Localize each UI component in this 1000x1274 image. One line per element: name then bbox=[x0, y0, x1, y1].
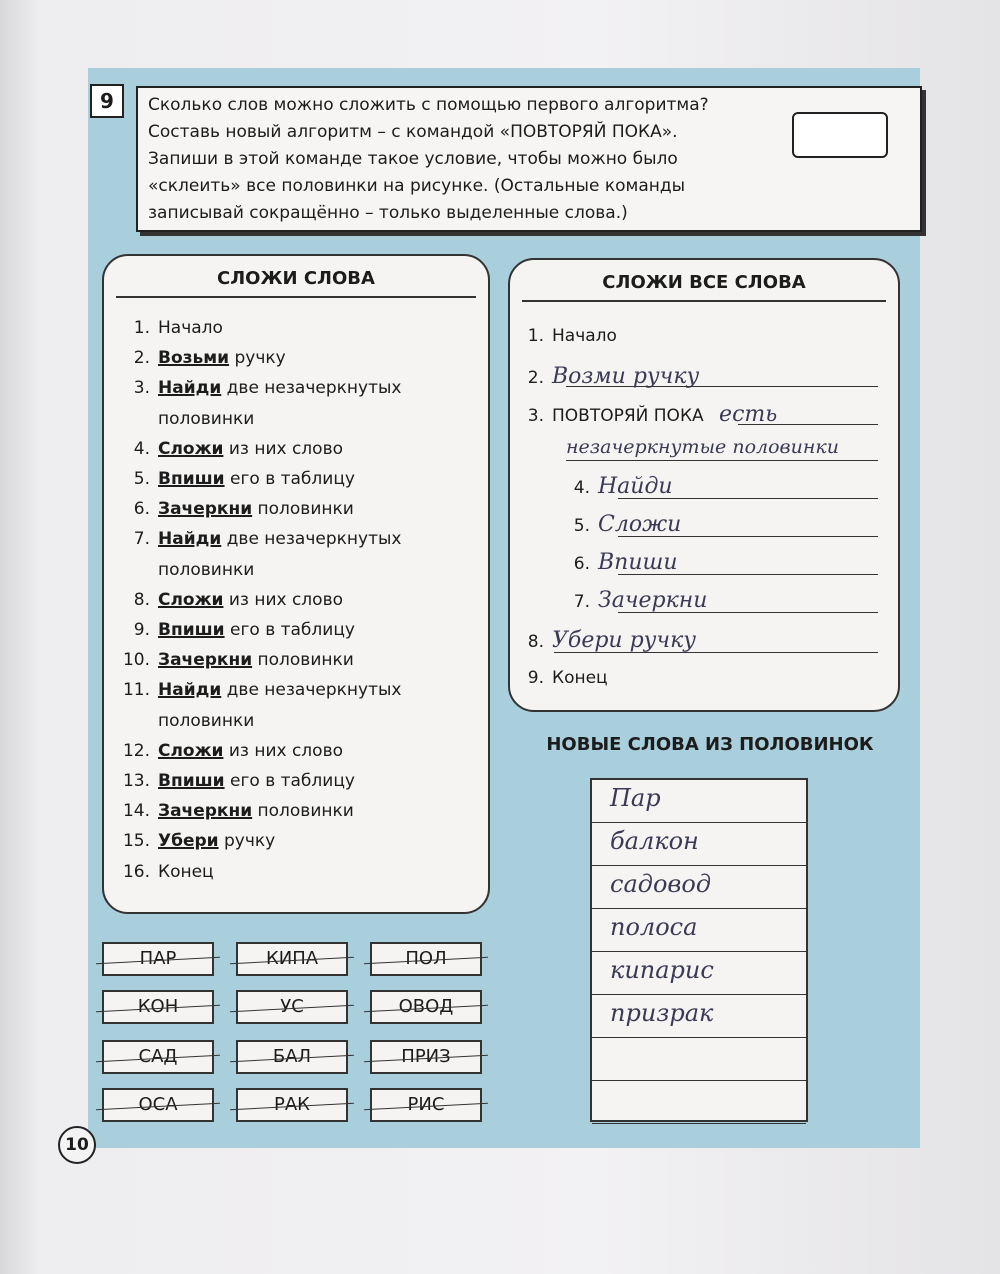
step-text: его в таблицу bbox=[224, 771, 355, 791]
algorithm-card-right bbox=[508, 258, 900, 712]
table-row[interactable] bbox=[592, 909, 806, 952]
step-keyword: Возьми bbox=[158, 348, 230, 369]
tile-label: РАК bbox=[274, 1094, 310, 1115]
step-row bbox=[110, 560, 254, 580]
step-keyword: Убери bbox=[158, 831, 219, 852]
step-keyword: Зачеркни bbox=[158, 650, 253, 671]
task-line: Запиши в этой команде такое условие, чтобы можно было bbox=[148, 149, 678, 169]
step-text: ручку bbox=[218, 831, 276, 852]
handwritten-condition-cont[interactable]: незачеркнутые половинки bbox=[566, 436, 839, 458]
step-number: 7. bbox=[133, 529, 150, 550]
task-number: 9 bbox=[90, 84, 124, 118]
step-row bbox=[110, 620, 355, 640]
word-half-tile[interactable] bbox=[236, 990, 348, 1024]
word-half-tile[interactable] bbox=[102, 1040, 214, 1074]
handwritten-answer[interactable]: Зачеркни bbox=[598, 588, 708, 613]
step-row bbox=[110, 650, 354, 670]
step-number: 7. bbox=[573, 592, 590, 612]
handwritten-condition[interactable]: есть bbox=[719, 402, 778, 427]
step-number: 14. bbox=[122, 801, 150, 822]
step-number: 6. bbox=[133, 499, 150, 520]
step-number: 5. bbox=[573, 516, 590, 536]
step-keyword: Сложи bbox=[158, 589, 224, 610]
step-number: 15. bbox=[122, 831, 150, 852]
step-text: две незачеркнутых bbox=[221, 529, 402, 550]
step-text: Конец bbox=[158, 861, 214, 882]
step-number: 13. bbox=[122, 771, 150, 791]
task-line: Сколько слов можно сложить с помощью первого алгоритма? bbox=[148, 95, 709, 115]
task-statement-box bbox=[136, 86, 922, 232]
word-half-tile[interactable] bbox=[370, 1040, 482, 1074]
handwritten-answer[interactable]: Найди bbox=[598, 474, 673, 499]
step-row bbox=[110, 499, 354, 519]
title-divider bbox=[116, 296, 476, 298]
step-text: ПОВТОРЯЙ ПОКА bbox=[552, 406, 704, 426]
new-words-table bbox=[590, 778, 808, 1122]
handwritten-word: призрак bbox=[610, 999, 714, 1027]
step-row bbox=[110, 348, 286, 368]
step-number: 6. bbox=[573, 554, 590, 574]
handwritten-answer[interactable]: Сложи bbox=[598, 512, 682, 537]
step-keyword: Сложи bbox=[158, 740, 224, 761]
table-row[interactable] bbox=[592, 866, 806, 909]
tile-label: КИПА bbox=[265, 948, 319, 969]
word-half-tile[interactable] bbox=[370, 942, 482, 976]
handwritten-word: Пар bbox=[610, 784, 661, 812]
step-row bbox=[110, 378, 401, 398]
step-8 bbox=[524, 628, 696, 653]
step-row bbox=[110, 439, 343, 459]
step-number: 2. bbox=[527, 368, 544, 388]
word-half-tile[interactable] bbox=[236, 1088, 348, 1122]
table-row[interactable] bbox=[592, 780, 806, 823]
word-half-tile[interactable] bbox=[102, 942, 214, 976]
answer-line bbox=[566, 386, 878, 387]
step-number: 10. bbox=[122, 650, 150, 671]
step-text: его в таблицу bbox=[224, 469, 355, 489]
step-text: половинки bbox=[158, 408, 255, 429]
tile-label: БАЛ bbox=[272, 1046, 312, 1067]
step-number: 3. bbox=[527, 406, 544, 426]
step-text: две незачеркнутых bbox=[221, 378, 402, 399]
handwritten-answer[interactable]: Убери ручку bbox=[552, 628, 697, 653]
task-line: записывай сокращённо – только выделенные слова.) bbox=[148, 203, 628, 223]
answer-line bbox=[618, 536, 878, 537]
task-line: Составь новый алгоритм – с командой «ПОВТОРЯЙ ПОКА». bbox=[148, 122, 678, 142]
step-number: 4. bbox=[573, 478, 590, 498]
task-text bbox=[148, 92, 773, 227]
answer-line bbox=[554, 652, 878, 653]
answer-line bbox=[618, 574, 878, 575]
step-text: половинки bbox=[158, 710, 255, 731]
answer-box[interactable] bbox=[792, 112, 888, 158]
step-keyword: Сложи bbox=[158, 438, 224, 459]
step-number: 5. bbox=[133, 469, 150, 489]
step-row bbox=[110, 741, 343, 761]
handwritten-answer[interactable]: Впиши bbox=[598, 550, 678, 575]
step-7 bbox=[570, 588, 707, 613]
step-row bbox=[110, 680, 401, 700]
step-text: Начало bbox=[552, 326, 617, 346]
card-title: СЛОЖИ ВСЕ СЛОВА bbox=[602, 272, 806, 293]
step-number: 4. bbox=[133, 438, 150, 459]
tile-label: ОСА bbox=[138, 1094, 178, 1115]
step-text: половинки bbox=[252, 650, 354, 671]
word-half-tile[interactable] bbox=[102, 1088, 214, 1122]
handwritten-word: кипарис bbox=[610, 956, 714, 984]
tile-label: ПРИЗ bbox=[401, 1046, 451, 1067]
title-divider bbox=[522, 300, 886, 302]
tile-label: ПОЛ bbox=[405, 948, 447, 969]
new-words-title: НОВЫЕ СЛОВА ИЗ ПОЛОВИНОК bbox=[546, 734, 874, 755]
table-row[interactable] bbox=[592, 823, 806, 866]
algorithm-card-left bbox=[102, 254, 490, 914]
word-half-tile[interactable] bbox=[236, 942, 348, 976]
tile-label: ПАР bbox=[139, 948, 177, 969]
step-text: из них слово bbox=[223, 740, 343, 761]
handwritten-word: садовод bbox=[610, 870, 712, 898]
step-number: 12. bbox=[122, 740, 150, 761]
step-row bbox=[110, 771, 355, 791]
step-4 bbox=[570, 474, 673, 499]
step-keyword: Впиши bbox=[158, 771, 225, 791]
tile-label: УС bbox=[280, 996, 304, 1017]
word-half-tile[interactable] bbox=[370, 1088, 482, 1122]
tile-label: ОВОД bbox=[398, 996, 454, 1017]
tile-label: КОН bbox=[137, 996, 179, 1017]
word-half-tile[interactable] bbox=[236, 1040, 348, 1074]
step-keyword: Зачеркни bbox=[158, 499, 253, 520]
step-number: 1. bbox=[133, 318, 150, 338]
step-row bbox=[110, 318, 223, 338]
step-text: половинки bbox=[252, 499, 354, 520]
step-number: 16. bbox=[122, 861, 150, 882]
step-number: 11. bbox=[122, 680, 150, 701]
step-keyword: Зачеркни bbox=[158, 801, 253, 822]
step-text: половинки bbox=[158, 559, 255, 580]
handwritten-answer[interactable]: Возми ручку bbox=[552, 364, 700, 389]
step-9 bbox=[524, 668, 608, 688]
step-text: ручку bbox=[229, 348, 286, 369]
step-number: 2. bbox=[133, 348, 150, 369]
step-keyword: Найди bbox=[158, 529, 222, 550]
table-row[interactable] bbox=[592, 1038, 806, 1081]
word-half-tile[interactable] bbox=[370, 990, 482, 1024]
step-text: из них слово bbox=[223, 438, 343, 459]
step-row bbox=[110, 590, 343, 610]
step-row bbox=[110, 529, 401, 549]
tile-label: РИС bbox=[407, 1094, 445, 1115]
word-half-tile[interactable] bbox=[102, 990, 214, 1024]
step-keyword: Впиши bbox=[158, 620, 225, 640]
step-keyword: Найди bbox=[158, 378, 222, 399]
step-row bbox=[110, 862, 214, 882]
card-title: СЛОЖИ СЛОВА bbox=[217, 268, 375, 289]
step-1 bbox=[524, 326, 617, 346]
step-row bbox=[110, 409, 254, 429]
step-text: Начало bbox=[158, 318, 223, 338]
step-row bbox=[110, 711, 254, 731]
step-number: 8. bbox=[527, 632, 544, 652]
tile-label: САД bbox=[138, 1046, 178, 1067]
step-text: из них слово bbox=[223, 589, 343, 610]
step-number: 9. bbox=[527, 668, 544, 688]
answer-line bbox=[738, 424, 878, 425]
step-text: половинки bbox=[252, 801, 354, 822]
step-text: его в таблицу bbox=[224, 620, 355, 640]
step-text: Конец bbox=[552, 668, 608, 688]
table-row[interactable] bbox=[592, 1081, 806, 1124]
step-keyword: Найди bbox=[158, 680, 222, 701]
step-5 bbox=[570, 512, 681, 537]
step-number: 8. bbox=[133, 589, 150, 610]
table-row[interactable] bbox=[592, 995, 806, 1038]
answer-line bbox=[618, 498, 878, 499]
step-number: 9. bbox=[133, 620, 150, 640]
step-6 bbox=[570, 550, 678, 575]
step-number: 3. bbox=[133, 378, 150, 399]
step-number: 1. bbox=[527, 326, 544, 346]
step-row bbox=[110, 801, 354, 821]
step-row bbox=[110, 469, 355, 489]
table-row[interactable] bbox=[592, 952, 806, 995]
answer-line bbox=[566, 460, 878, 461]
task-line: «склеить» все половинки на рисунке. (Остальные команды bbox=[148, 176, 686, 196]
step-3-continuation bbox=[566, 436, 839, 458]
page-number: 10 bbox=[58, 1126, 96, 1164]
handwritten-word: полоса bbox=[610, 913, 698, 941]
step-text: две незачеркнутых bbox=[221, 680, 402, 701]
step-row bbox=[110, 831, 275, 851]
answer-line bbox=[618, 612, 878, 613]
handwritten-word: балкон bbox=[610, 827, 699, 855]
step-keyword: Впиши bbox=[158, 469, 225, 489]
